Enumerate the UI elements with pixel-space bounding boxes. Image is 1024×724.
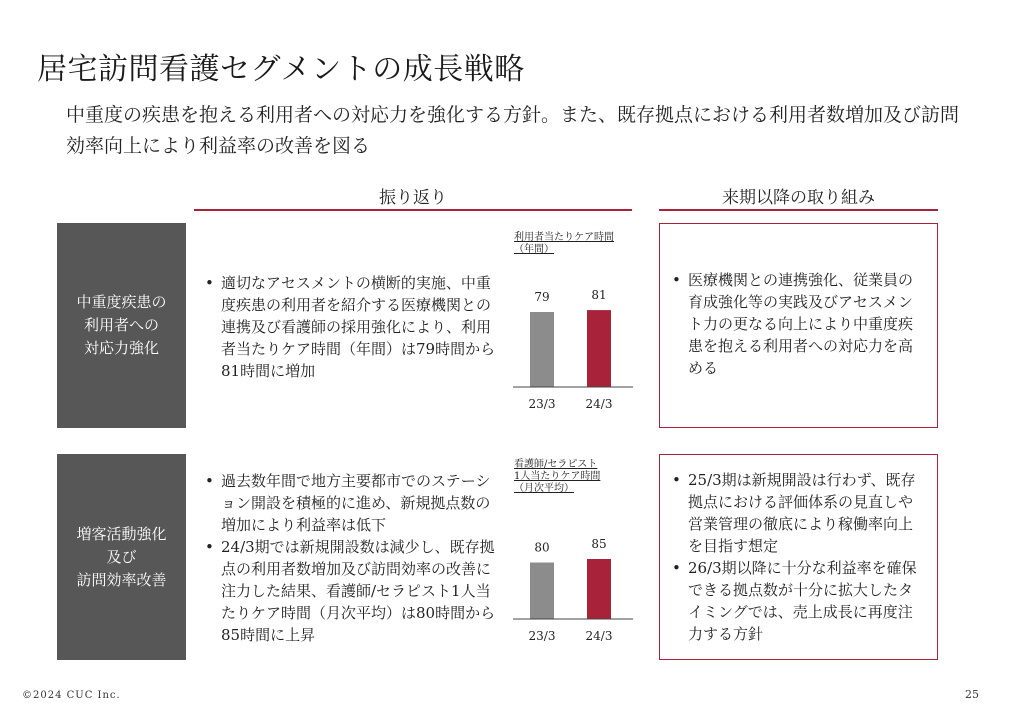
page-subtitle: 中重度の疾患を抱える利用者への対応力を強化する方針。また、既存拠点における利用者数増加及び訪問効率向上により利益率の改善を図る xyxy=(66,104,960,157)
data-label: 79 xyxy=(534,290,550,304)
row-label-customer-efficiency: 増客活動強化 及び 訪問効率改善 xyxy=(57,454,186,660)
chart-care-hours-per-user xyxy=(505,255,640,420)
row-label-care-capability: 中重度疾患の 利用者への 対応力強化 xyxy=(57,223,186,428)
review-bullets-row2 xyxy=(205,470,505,646)
column-header-next: 来期以降の取り組み xyxy=(722,188,875,208)
x-tick-label: 23/3 xyxy=(528,397,556,411)
x-tick-label: 24/3 xyxy=(585,629,613,643)
column-underline-review xyxy=(194,209,632,211)
list-item: • 適切なアセスメントの横断的実施、中重度疾患の利用者を紹介する医療機関との連携及び看護師の採用強化により、利用者当たりケア時間（年間）は79時間から81時間に増加 xyxy=(205,272,500,382)
bar-23/3 xyxy=(530,563,554,619)
chart-title-line: 看護師/セラピスト xyxy=(514,459,598,470)
chart-title-line: 1人当たりケア時間 xyxy=(514,471,601,482)
next-box-row2 xyxy=(659,454,938,660)
column-underline-next xyxy=(659,209,938,211)
list-item: • 26/3期以降に十分な利益率を確保できる拠点数が十分に拡大したタイミングでは、売上成長に再度注力する方針 xyxy=(672,557,925,645)
list-item: • 25/3期は新規開設は行わず、既存拠点における評価体系の見直しや営業管理の徹底により稼働率向上を目指す想定 xyxy=(672,469,925,557)
page-number: 25 xyxy=(965,688,979,701)
list-item: • 過去数年間で地方主要都市でのステーション開設を積極的に進め、新規拠点数の増加により利益率は低下 xyxy=(205,470,505,536)
chart-title-line: （月次平均） xyxy=(514,483,574,494)
x-tick-label: 23/3 xyxy=(528,629,556,643)
list-item: • 24/3期では新規開設数は減少し、既存拠点の利用者数増加及び訪問効率の改善に注力した結果、看護師/セラピスト1人当たりケア時間（月次平均）は80時間から85時間に上昇 xyxy=(205,536,505,646)
chart-care-hours-per-staff xyxy=(505,530,640,652)
page-title: 居宅訪問看護セグメントの成長戦略 xyxy=(37,52,525,87)
next-bullets-row1 xyxy=(672,269,925,379)
bar-24/3 xyxy=(587,559,611,619)
chart-title-line: （年間） xyxy=(514,244,554,255)
copyright: ©2024 CUC Inc. xyxy=(22,690,121,701)
x-tick-label: 24/3 xyxy=(585,397,613,411)
chart-title-line: 利用者当たりケア時間 xyxy=(514,232,614,243)
list-item: • 医療機関との連携強化、従業員の育成強化等の実践及びアセスメント力の更なる向上により中重度疾患を抱える利用者への対応力を高める xyxy=(672,269,925,379)
bar-24/3 xyxy=(587,310,611,387)
review-bullets-row1 xyxy=(205,272,500,382)
bar-23/3 xyxy=(530,312,554,387)
data-label: 80 xyxy=(534,540,550,555)
data-label: 85 xyxy=(591,537,607,551)
column-header-review: 振り返り xyxy=(379,188,447,208)
next-box-row1 xyxy=(659,223,938,428)
data-label: 81 xyxy=(591,288,607,303)
chart-title-row1 xyxy=(514,232,614,256)
chart-title-row2 xyxy=(514,459,600,495)
next-bullets-row2 xyxy=(672,469,925,645)
